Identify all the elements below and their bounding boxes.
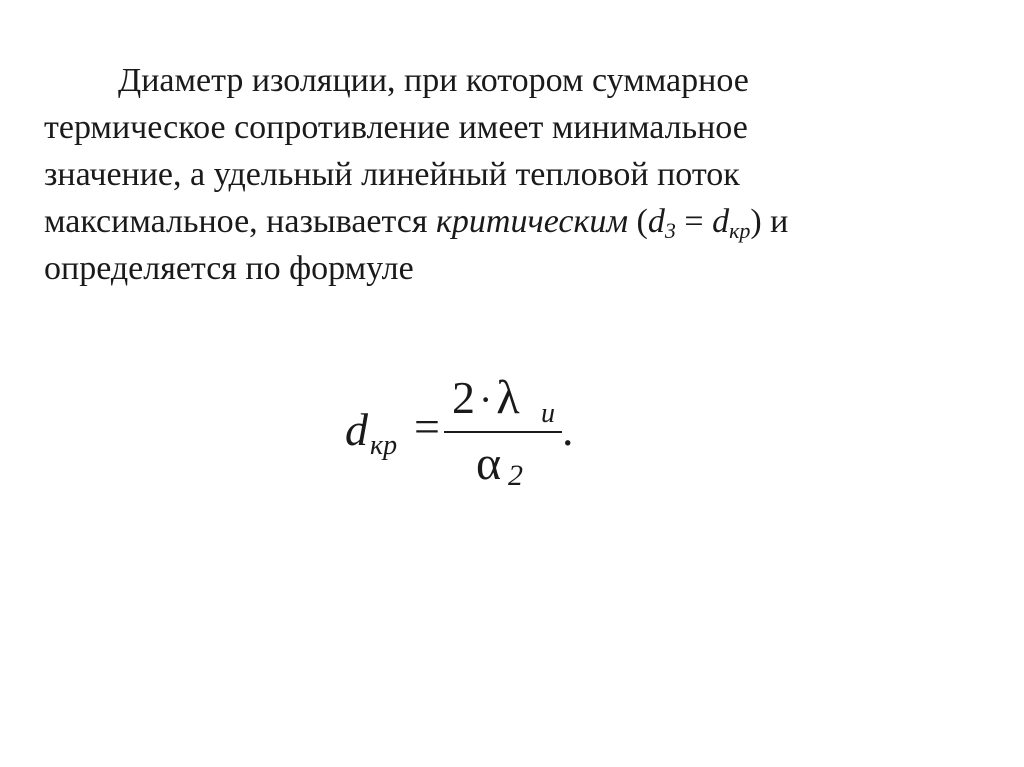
formula-numerator: [452, 370, 520, 428]
formula-equals: =: [414, 401, 440, 452]
definition-paragraph: [44, 57, 944, 292]
formula-num-sub: и: [541, 398, 555, 429]
text-line-5: определяется по формуле: [44, 250, 414, 287]
formula-den-sub: 2: [508, 459, 523, 492]
term-critical: критическим: [436, 203, 629, 240]
fraction-bar: [444, 431, 562, 433]
formula-lhs-sub: кр: [370, 430, 398, 461]
sub-iz: 3: [664, 218, 676, 243]
formula-den-alpha: α: [476, 437, 502, 490]
var-d-iz: d: [647, 203, 665, 240]
sub-kr: кр: [729, 218, 751, 243]
text-line-4: [44, 198, 944, 245]
text-line-3: значение, а удельный линейный тепловой поток: [44, 156, 740, 193]
formula-num-lambda: λ: [496, 371, 520, 424]
formula-lhs-var: d: [345, 404, 368, 455]
var-d-kr: d: [712, 203, 730, 240]
text-line-4-prefix: максимальное, называется: [44, 203, 437, 240]
formula-num-dot: ·: [479, 377, 493, 422]
paren-close: ) и: [750, 203, 789, 240]
paren-open: (: [628, 203, 648, 240]
critical-diameter-formula: [340, 370, 600, 500]
text-line-2: термическое сопротивление имеет минимальное: [44, 109, 748, 146]
formula-period: .: [562, 404, 574, 455]
inline-equals: =: [675, 203, 713, 240]
formula-num-coef: 2: [452, 372, 475, 423]
text-line-1: Диаметр изоляции, при котором суммарное: [118, 62, 749, 99]
